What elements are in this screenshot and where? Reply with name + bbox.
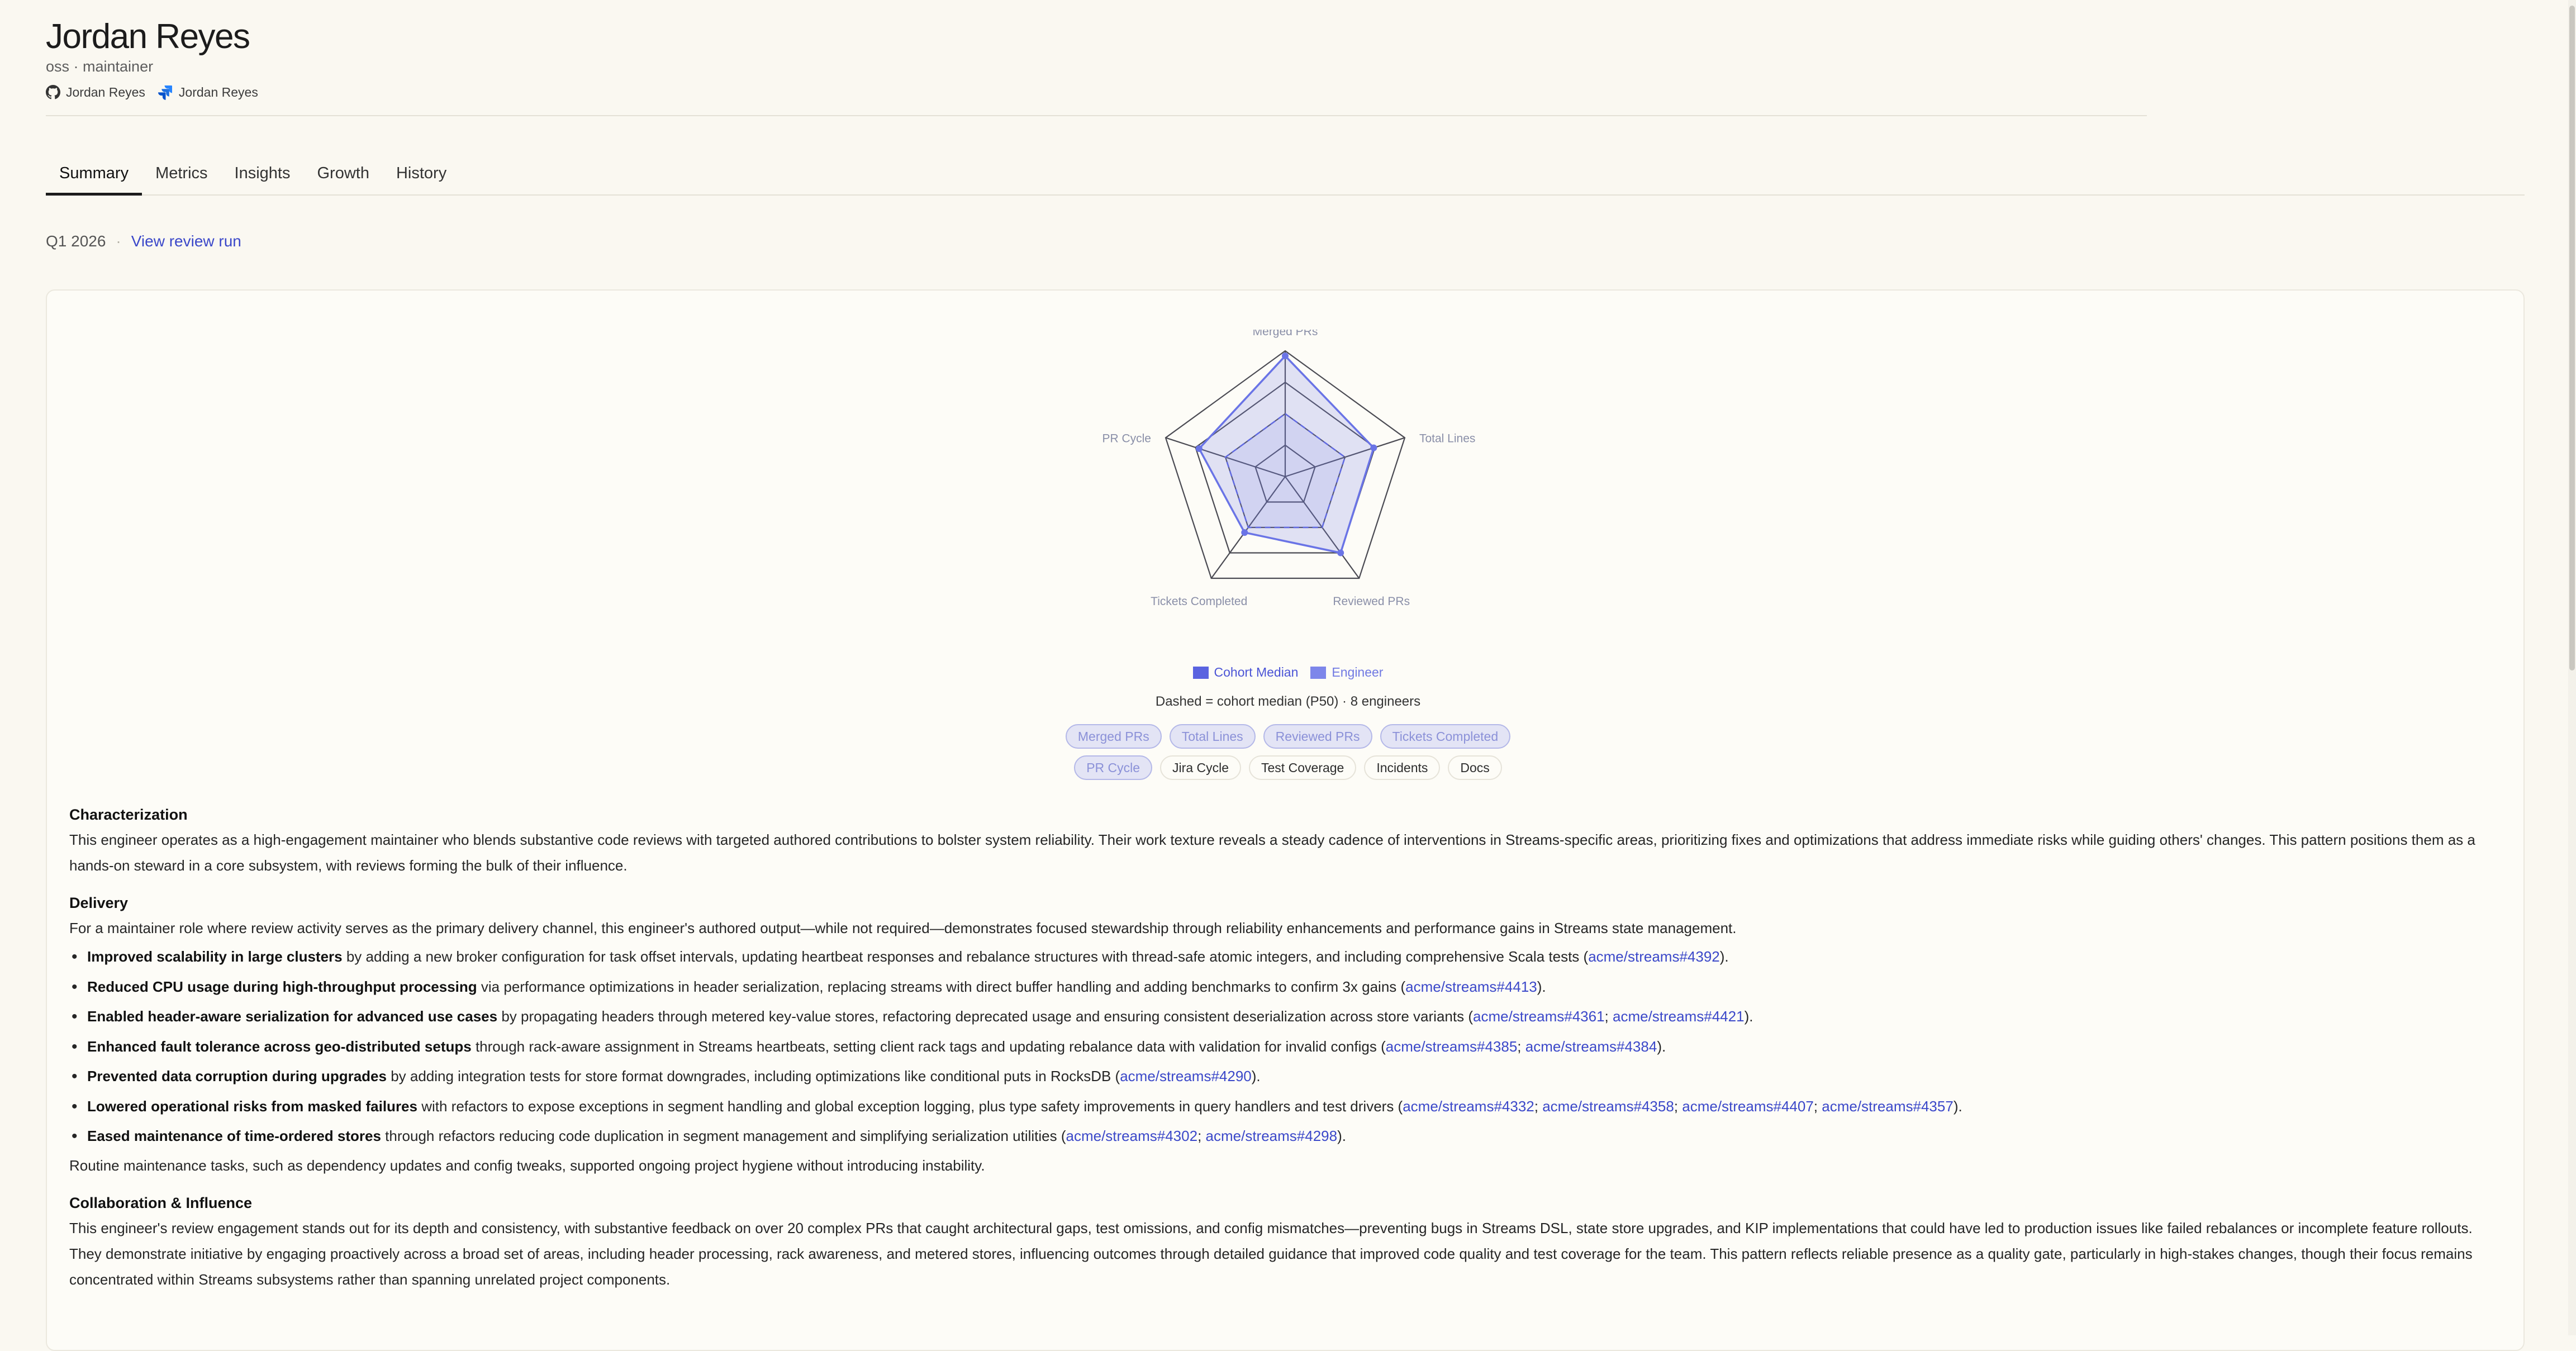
legend-item-cohort-median[interactable] bbox=[1193, 665, 1299, 680]
radar-engineer-point bbox=[1241, 529, 1248, 536]
delivery-item-title: Lowered operational risks from masked failures bbox=[87, 1097, 417, 1115]
legend-item-engineer[interactable] bbox=[1310, 665, 1383, 680]
radar-axis-label: Tickets Completed bbox=[1151, 595, 1248, 608]
pr-link[interactable]: acme/streams#4298 bbox=[1205, 1128, 1338, 1144]
page-scrollbar[interactable] bbox=[2568, 0, 2576, 1335]
chip-total-lines[interactable]: Total Lines bbox=[1170, 724, 1256, 749]
pr-link[interactable]: acme/streams#4302 bbox=[1066, 1128, 1198, 1144]
delivery-item: • Enabled header-aware serialization for advanced use cases by propagating headers through metered key-value stores, refactoring deprecated usage and ensuring consistent deserialization across store variants (acme/streams#4361; acme/streams#4421). bbox=[87, 1002, 2500, 1032]
radar-engineer-point bbox=[1282, 353, 1289, 359]
chip-incidents[interactable]: Incidents bbox=[1364, 755, 1440, 780]
delivery-item: • Enhanced fault tolerance across geo-distributed setups through rack-aware assignment in Streams heartbeats, setting client rack tags and updating rebalance data with validation for invalid configs (acme/streams#4385; acme/streams#4384). bbox=[87, 1032, 2500, 1062]
chart-note: Dashed = cohort median (P50) · 8 engineers bbox=[1155, 694, 1421, 709]
delivery-heading: Delivery bbox=[69, 895, 129, 911]
delivery-item: • Prevented data corruption during upgrades by adding integration tests for store format downgrades, including optimizations like conditional puts in RocksDB (acme/streams#4290). bbox=[87, 1062, 2500, 1092]
jira-icon bbox=[158, 84, 173, 100]
profile-subtitle: oss · maintainer bbox=[46, 58, 154, 75]
characterization-text: This engineer operates as a high-engagement maintainer who blends substantive code reviews with targeted authored contributions to bolster system reliability. Their work texture reveals a steady cadence of interventions in Streams-specific areas, prioritizing fixes and optimizations that address immediate risks while guiding others' changes. This pattern positions them as a hands-on steward in a core subsystem, with reviews forming the bulk of their influence. bbox=[69, 831, 2475, 874]
chip-docs[interactable]: Docs bbox=[1448, 755, 1501, 780]
chip-reviewed-prs[interactable]: Reviewed PRs bbox=[1263, 724, 1372, 749]
metric-chips-row-2 bbox=[0, 755, 2576, 780]
delivery-item-title: Prevented data corruption during upgrades bbox=[87, 1068, 387, 1084]
delivery-item-title: Enhanced fault tolerance across geo-distributed setups bbox=[87, 1038, 472, 1055]
radar-chart-svg bbox=[1062, 330, 1509, 643]
metric-chips-row-1 bbox=[0, 724, 2576, 749]
period-label: Q1 2026 bbox=[46, 232, 106, 250]
view-review-run-link[interactable]: View review run bbox=[131, 232, 241, 250]
pr-link[interactable]: acme/streams#4361 bbox=[1472, 1008, 1605, 1025]
chip-jira-cycle[interactable]: Jira Cycle bbox=[1160, 755, 1241, 780]
radar-engineer-point bbox=[1370, 445, 1377, 451]
delivery-section bbox=[69, 891, 2500, 1178]
radar-chart bbox=[1062, 330, 1509, 643]
delivery-item: • Eased maintenance of time-ordered stores through refactors reducing code duplication in segment management and simplifying serialization utilities (acme/streams#4302; acme/streams#4298). bbox=[87, 1121, 2500, 1152]
chart-legend bbox=[0, 665, 2576, 680]
collaboration-heading: Collaboration & Influence bbox=[69, 1194, 253, 1211]
tab-history[interactable]: History bbox=[396, 164, 447, 182]
legend-label-engineer: Engineer bbox=[1332, 665, 1384, 679]
pr-link[interactable]: acme/streams#4413 bbox=[1405, 978, 1537, 995]
pr-link[interactable]: acme/streams#4290 bbox=[1120, 1068, 1252, 1084]
delivery-item: • Improved scalability in large clusters by adding a new broker configuration for task offset intervals, updating heartbeat responses and rebalance structures with thread-safe atomic integers, and including comprehensive Scala tests (acme/streams#4392). bbox=[87, 942, 2500, 972]
linked-accounts bbox=[46, 84, 258, 100]
summary-content bbox=[69, 802, 2500, 1305]
github-icon bbox=[46, 85, 60, 99]
separator-dot: · bbox=[116, 232, 121, 250]
radar-axis-label: Total Lines bbox=[1419, 432, 1476, 445]
pr-link[interactable]: acme/streams#4392 bbox=[1588, 948, 1720, 965]
pr-link[interactable]: acme/streams#4357 bbox=[1822, 1097, 1954, 1115]
review-period bbox=[46, 232, 241, 250]
profile-header bbox=[46, 15, 258, 100]
legend-swatch-cohort bbox=[1193, 667, 1209, 679]
github-account-label: Jordan Reyes bbox=[66, 84, 145, 99]
characterization-heading: Characterization bbox=[69, 806, 188, 823]
delivery-item-title: Eased maintenance of time-ordered stores bbox=[87, 1128, 381, 1144]
pr-link[interactable]: acme/streams#4407 bbox=[1682, 1097, 1814, 1115]
pr-link[interactable]: acme/streams#4421 bbox=[1613, 1008, 1745, 1025]
radar-engineer-point bbox=[1196, 445, 1203, 452]
delivery-item-title: Reduced CPU usage during high-throughput processing bbox=[87, 978, 477, 995]
tab-metrics[interactable]: Metrics bbox=[155, 164, 208, 182]
github-account-link[interactable] bbox=[46, 85, 145, 100]
tab-growth[interactable]: Growth bbox=[317, 164, 369, 182]
profile-name: Jordan Reyes bbox=[46, 17, 250, 56]
delivery-list bbox=[69, 942, 2500, 1152]
radar-engineer-point bbox=[1337, 550, 1344, 556]
scrollbar-thumb[interactable] bbox=[2569, 6, 2575, 670]
chip-test-coverage[interactable]: Test Coverage bbox=[1249, 755, 1356, 780]
radar-engineer-area bbox=[1199, 356, 1373, 553]
tab-summary[interactable]: Summary bbox=[46, 156, 142, 196]
chip-pr-cycle[interactable]: PR Cycle bbox=[1074, 755, 1152, 780]
radar-axis-label: Reviewed PRs bbox=[1333, 595, 1410, 608]
delivery-outro: Routine maintenance tasks, such as dependency updates and config tweaks, supported ongoing project hygiene without introducing instability. bbox=[69, 1157, 985, 1174]
pr-link[interactable]: acme/streams#4332 bbox=[1403, 1097, 1534, 1115]
radar-axis-label: PR Cycle bbox=[1102, 432, 1152, 445]
pr-link[interactable]: acme/streams#4358 bbox=[1542, 1097, 1674, 1115]
pr-link[interactable]: acme/streams#4385 bbox=[1385, 1038, 1518, 1055]
tab-insights[interactable]: Insights bbox=[234, 164, 291, 182]
header-divider bbox=[46, 115, 2147, 116]
jira-account-link[interactable] bbox=[158, 84, 258, 100]
delivery-item-title: Enabled header-aware serialization for advanced use cases bbox=[87, 1008, 498, 1025]
delivery-item: • Lowered operational risks from masked failures with refactors to expose exceptions in segment handling and global exception logging, plus type safety improvements in query handlers and test drivers (acme/streams#4332; acme/streams#4358; acme/streams#4407; acme/streams#4357). bbox=[87, 1092, 2500, 1122]
delivery-intro: For a maintainer role where review activity serves as the primary delivery channel, this engineer's authored output—while not required—demonstrates focused stewardship through reliability enhancements and performance gains in Streams state management. bbox=[69, 920, 1737, 936]
pr-link[interactable]: acme/streams#4384 bbox=[1525, 1038, 1657, 1055]
legend-swatch-engineer bbox=[1310, 667, 1326, 679]
characterization-section bbox=[69, 802, 2500, 878]
chip-merged-prs[interactable]: Merged PRs bbox=[1066, 724, 1162, 749]
radar-axis-label: Merged PRs bbox=[1252, 330, 1318, 338]
collaboration-text: This engineer's review engagement stands out for its depth and consistency, with substantive feedback on over 20 complex PRs that caught architectural gaps, test omissions, and config mismatches—preventing bugs in Streams DSL, state store upgrades, and KIP implementations that could have led to production issues like failed rebalances or incomplete feature rollouts. They demonstrate initiative by engaging proactively across a broad set of areas, including header processing, rack awareness, and metered stores, influencing outcomes through detailed guidance that improved code quality and test coverage for the team. This pattern reflects reliable presence as a quality gate, particularly in high-stakes changes, though their focus remains concentrated within Streams subsystems rather than spanning unrelated project components. bbox=[69, 1219, 2473, 1288]
chip-tickets-completed[interactable]: Tickets Completed bbox=[1380, 724, 1511, 749]
delivery-item-title: Improved scalability in large clusters bbox=[87, 948, 343, 965]
profile-tabs bbox=[46, 156, 2525, 196]
legend-label-cohort: Cohort Median bbox=[1214, 665, 1299, 679]
collaboration-section bbox=[69, 1191, 2500, 1292]
delivery-item: • Reduced CPU usage during high-throughput processing via performance optimizations in header serialization, replacing streams with direct buffer handling and adding benchmarks to confirm 3x gains (acme/streams#4413). bbox=[87, 972, 2500, 1002]
jira-account-label: Jordan Reyes bbox=[178, 84, 258, 99]
